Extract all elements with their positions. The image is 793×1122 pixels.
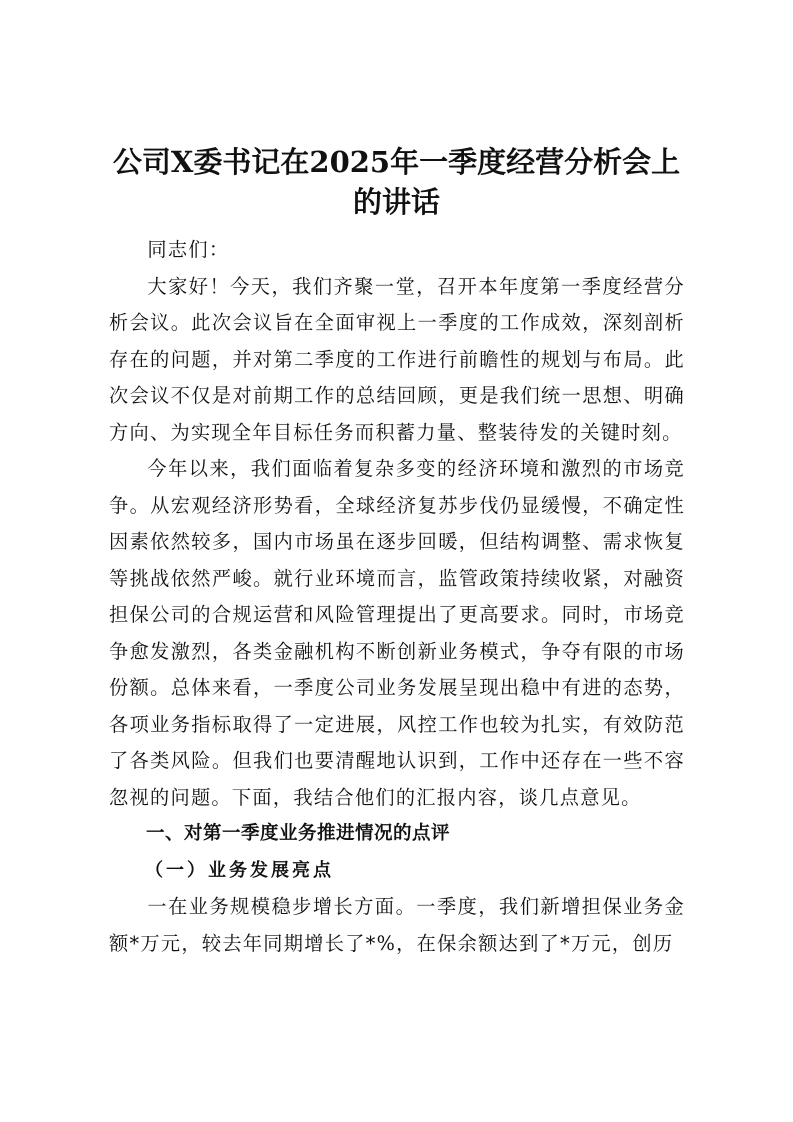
subsection-heading-1: （一）业务发展亮点 [145, 859, 334, 881]
title-line-2: 的讲话 [352, 185, 440, 219]
document-title [100, 142, 693, 222]
paragraph-situation: 今年以来，我们面临着复杂多变的经济环境和激烈的市场竞争。从宏观经济形势看，全球经济复苏步伐仍显缓慢，不确定性因素依然较多，国内市场虽在逐步回暖，但结构调整、需求恢复等挑战依然严峻。就行业环境而言，监管政策持续收紧，对融资担保公司的合规运营和风险管理提出了更高要求。同时，市场竞争愈发激烈，各类金融机构不断创新业务模式，争夺有限的市场份额。总体来看，一季度公司业务发展呈现出稳中有进的态势，各项业务指标取得了一定进展，风控工作也较为扎实，有效防范了各类风险。但我们也要清醒地认识到，工作中还存在一些不容忽视的问题。下面，我结合他们的汇报内容，谈几点意见。 [109, 457, 685, 809]
salutation: 同志们： [147, 238, 230, 261]
paragraph-business-growth: 一在业务规模稳步增长方面。一季度，我们新增担保业务金额*万元，较去年同期增长了*%，在保余额达到了*万元，创历 [109, 895, 685, 955]
paragraph-opening: 大家好！今天，我们齐聚一堂，召开本年度第一季度经营分析会议。此次会议旨在全面审视上一季度的工作成效，深刻剖析存在的问题，并对第二季度的工作进行前瞻性的规划与布局。此次会议不仅是对前期工作的总结回顾，更是我们统一思想、明确方向、为实现全年目标任务而积蓄力量、整装待发的关键时刻。 [109, 274, 685, 444]
document-body [109, 232, 685, 962]
title-line-1: 公司X委书记在2025年一季度经营分析会上 [112, 145, 681, 179]
section-heading-1: 一、对第一季度业务推进情况的点评 [146, 823, 451, 844]
